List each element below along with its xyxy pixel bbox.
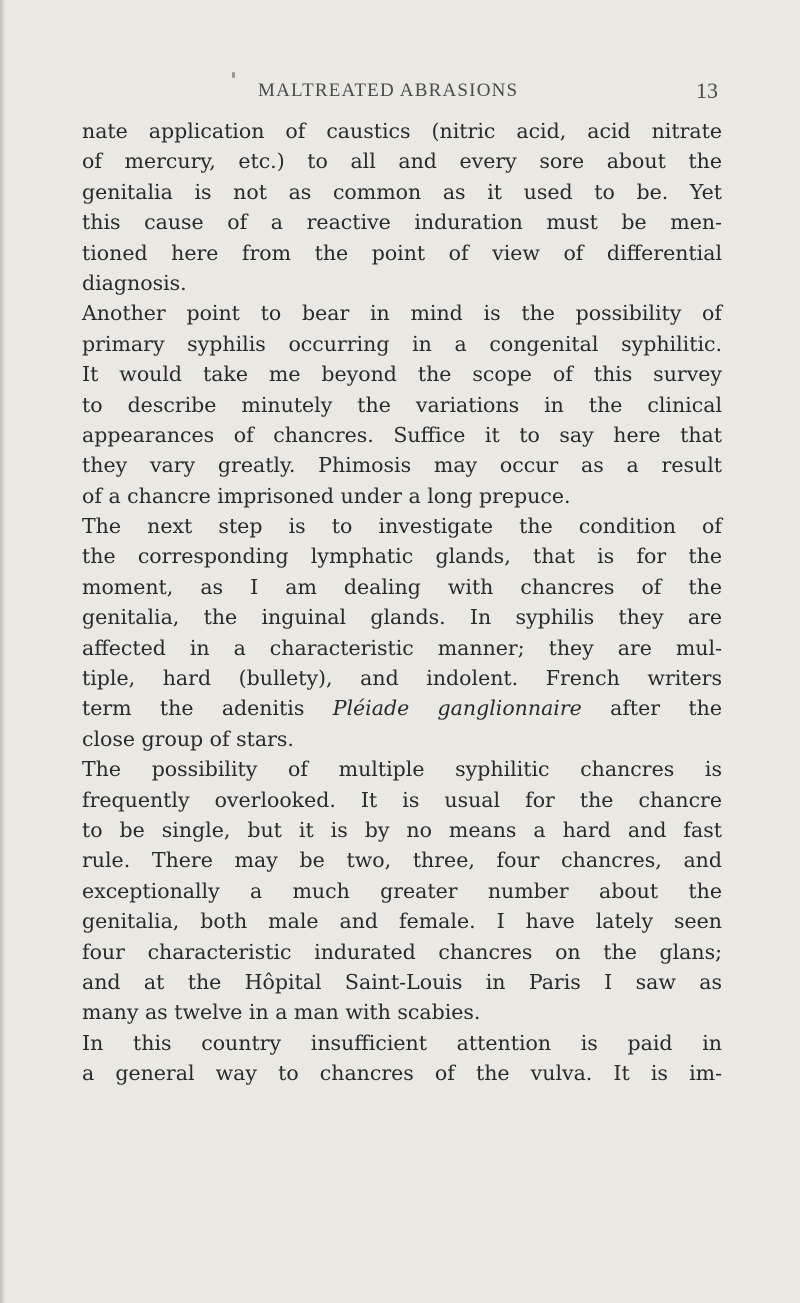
page-header: [0, 80, 800, 110]
text-line: appearances of chancres. Suffice it to say here that: [82, 422, 722, 447]
text-line: It would take me beyond the scope of this survey: [82, 362, 722, 387]
text-line: and at the Hôpital Saint-Louis in Paris I saw as: [82, 969, 722, 994]
text-line: genitalia, the inguinal glands. In syphilis they are: [82, 605, 722, 630]
text-line: genitalia is not as common as it used to be. Yet: [82, 179, 722, 204]
page-number: 13: [696, 78, 718, 103]
text-line: primary syphilis occurring in a congenital syphilitic.: [82, 331, 722, 356]
text-line: genitalia, both male and female. I have lately seen: [82, 909, 722, 934]
text-line: nate application of caustics (nitric acid, acid nitrate: [82, 119, 722, 143]
text-line: to be single, but it is by no means a hard and fast: [82, 817, 722, 842]
page-binding-edge: [0, 0, 5, 1303]
text-line: of a chancre imprisoned under a long prepuce.: [82, 483, 571, 508]
text-line: this cause of a reactive induration must be men-: [82, 210, 722, 235]
text-line: a general way to chancres of the vulva. It is im-: [82, 1061, 722, 1086]
text-line: they vary greatly. Phimosis may occur as a result: [82, 453, 722, 478]
text-line: affected in a characteristic manner; they are mul-: [82, 635, 722, 660]
text-line: close group of stars.: [82, 726, 294, 751]
text-line: four characteristic indurated chancres on the glans;: [82, 939, 722, 964]
text-line: of mercury, etc.) to all and every sore about the: [82, 149, 722, 174]
italic-term: Pléiade ganglionnaire: [332, 696, 582, 721]
running-head: MALTREATED ABRASIONS: [258, 80, 519, 101]
text-line: many as twelve in a man with scabies.: [82, 1000, 481, 1025]
text-line: tiple, hard (bullety), and indolent. French writers: [82, 666, 722, 691]
text-line: The possibility of multiple syphilitic chancres is: [82, 757, 722, 782]
text-line: moment, as I am dealing with chancres of the: [82, 574, 722, 599]
text-line: The next step is to investigate the condition of: [82, 514, 722, 539]
body-text: [82, 116, 722, 1089]
text-line: frequently overlooked. It is usual for the chancre: [82, 787, 722, 812]
text-line: the corresponding lymphatic glands, that is for the: [82, 544, 722, 569]
text-line: rule. There may be two, three, four chancres, and: [82, 848, 722, 873]
text-line: In this country insufficient attention is paid in: [82, 1030, 722, 1055]
text-line: to describe minutely the variations in the clinical: [82, 392, 722, 417]
text-line-with-italic: [82, 693, 722, 723]
line-text-post: after the: [581, 696, 722, 721]
line-text-pre: term the adenitis: [82, 696, 333, 721]
text-line: exceptionally a much greater number about the: [82, 878, 722, 903]
text-line: Another point to bear in mind is the possibility of: [82, 301, 722, 326]
text-line: diagnosis.: [82, 270, 187, 295]
text-line: tioned here from the point of view of differential: [82, 240, 722, 265]
print-speck: [232, 72, 235, 78]
